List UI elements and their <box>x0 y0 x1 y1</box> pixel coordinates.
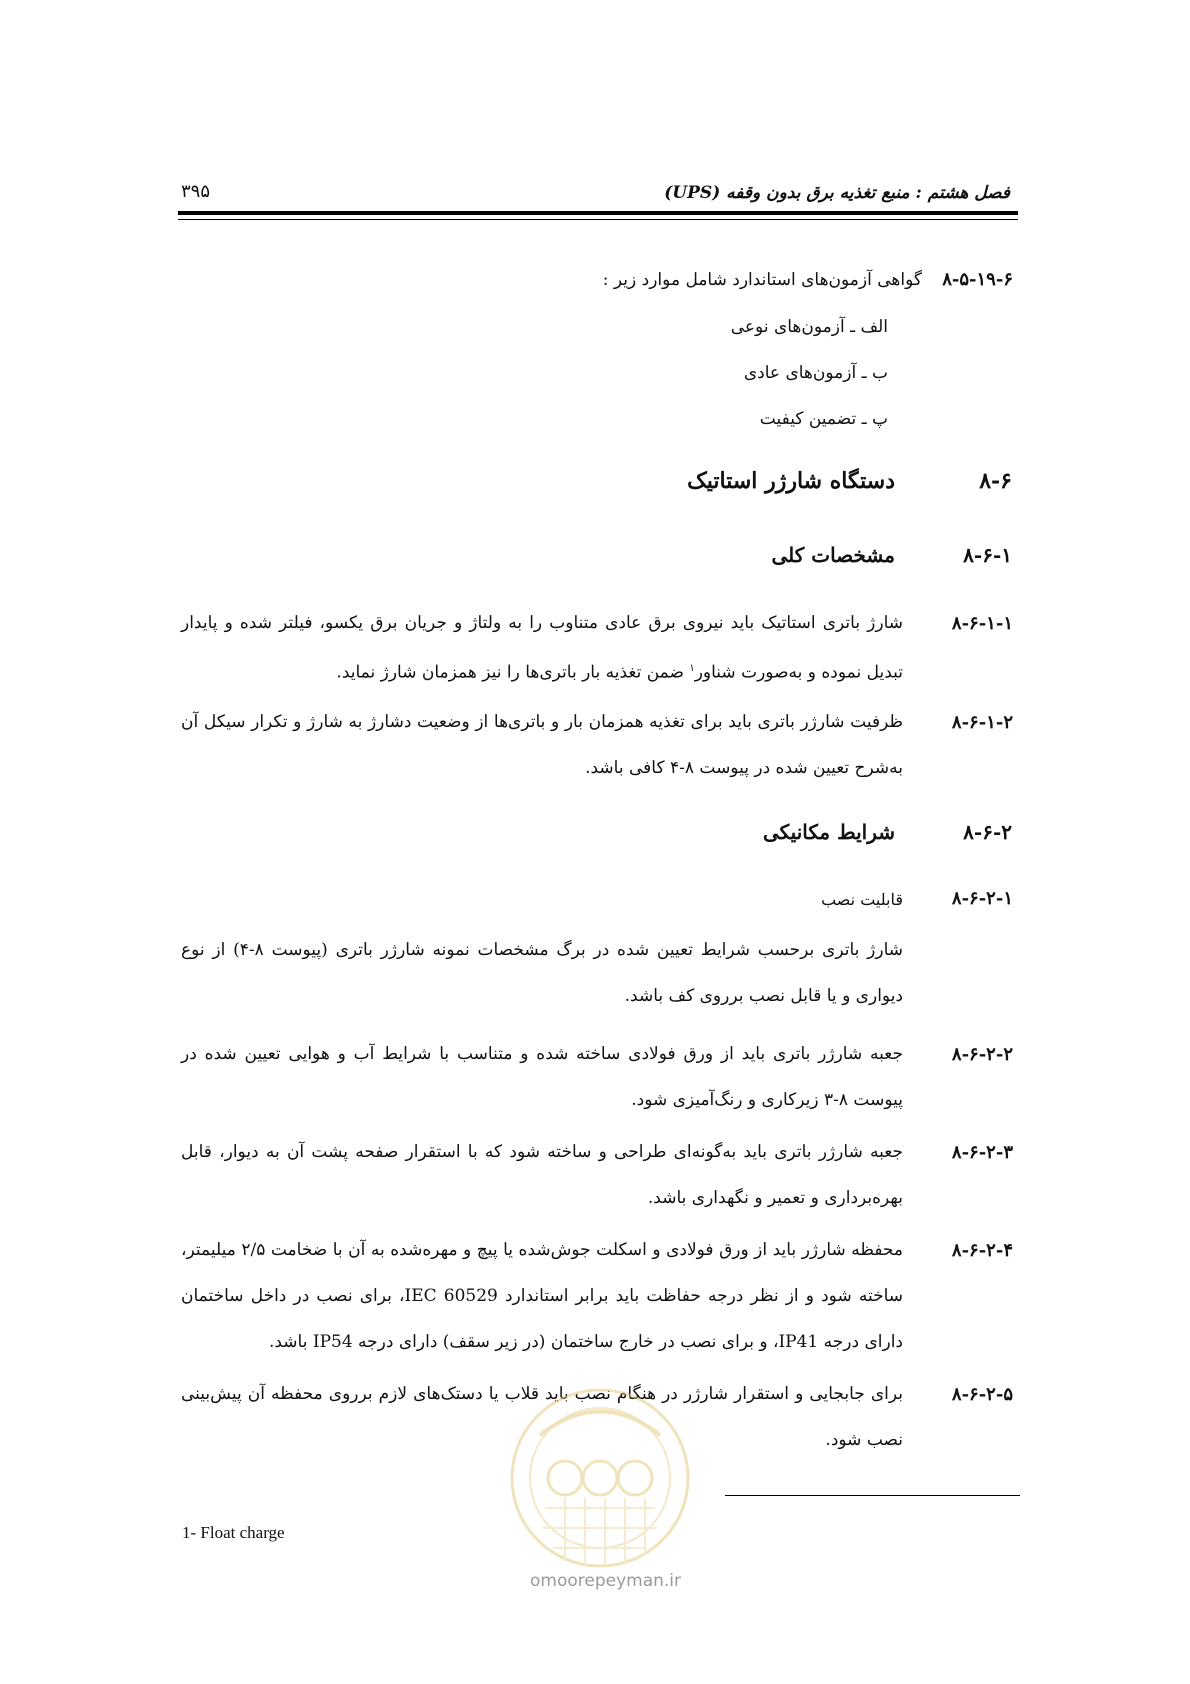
p-6-2-1-title: قابلیت نصب <box>821 890 903 909</box>
list-item-1: الف ـ آزمون‌های نوعی <box>730 317 888 337</box>
p-6-2-4-number: ۸-۶-۲-۴ <box>951 1240 1013 1261</box>
p-6-2-2-number: ۸-۶-۲-۲ <box>951 1044 1013 1065</box>
p-6-2-1-number: ۸-۶-۲-۱ <box>951 888 1013 909</box>
section-6-1-title: مشخصات کلی <box>771 543 895 567</box>
header-rule-thin <box>178 219 1018 220</box>
watermark-seal <box>485 1383 715 1583</box>
list-item-3: پ ـ تضمین کیفیت <box>759 409 888 429</box>
watermark-url: omoorepeyman.ir <box>530 1571 682 1591</box>
chapter-title: فصل هشتم : منبع تغذیه برق بدون وقفه (UPS) <box>664 183 1010 203</box>
section-6-1-number: ۸-۶-۱ <box>963 543 1012 567</box>
item-19-text: گواهی آزمون‌های استاندارد شامل موارد زیر : <box>602 270 922 290</box>
header-rule-thick <box>178 211 1018 215</box>
page-number: ۳۹۵ <box>181 181 211 202</box>
p-6-2-5-number: ۸-۶-۲-۵ <box>951 1384 1013 1405</box>
p-6-2-5-text: برای جابجایی و استقرار شارژر در هنگام نصب باید قلاب یا دستک‌های لازم برروی محفظه آن پیش‌بینی نصب شود. <box>181 1384 903 1450</box>
item-19-number: ۸-۵-۱۹-۶ <box>942 269 1013 290</box>
section-6-number: ۸-۶ <box>979 468 1012 494</box>
p-6-2-1-text: شارژ باتری برحسب شرایط تعیین شده در برگ مشخصات نمونه شارژر باتری (پیوست ۸-۴) از نوع دیواری و یا قابل نصب برروی کف باشد. <box>181 940 904 1006</box>
section-6-2-number: ۸-۶-۲ <box>963 820 1012 844</box>
p-6-1-1-number: ۸-۶-۱-۱ <box>951 613 1013 634</box>
p-6-1-1-text-b: ضمن تغذیه بار باتری‌ها را نیز همزمان شارژ نماید. <box>336 662 690 683</box>
p-6-1-1-text <box>181 600 903 696</box>
p-6-2-3-number: ۸-۶-۲-۳ <box>951 1142 1013 1163</box>
list-item-2: ب ـ آزمون‌های عادی <box>743 363 888 383</box>
section-6-2-title: شرایط مکانیکی <box>762 820 895 844</box>
footnote: 1- Float charge <box>182 1523 285 1542</box>
footnote-mark: ۱ <box>689 663 695 674</box>
p-6-2-4-text: محفظه شارژر باید از ورق فولادی و اسکلت جوش‌شده یا پیچ و مهره‌شده به آن با ضخامت ۲/۵ میلیمتر، ساخته شود و از نظر درجه حفاظت باید برابر استاندارد IEC 60529، برای نصب در داخل ساختمان دارای درجه IP41، و برای نصب در خارج ساختمان (در زیر سقف) دارای درجه IP54 باشد. <box>181 1240 904 1352</box>
p-6-1-1-text-a: شارژ باتری استاتیک باید نیروی برق عادی متناوب را به ولتاژ و جریان برق یکسو، فیلتر شده و پایدار تبدیل نموده و به‌صورت شناور <box>181 613 903 683</box>
footnote-rule <box>725 1495 1020 1496</box>
p-6-2-3-text: جعبه شارژر باتری باید به‌گونه‌ای طراحی و ساخته شود که با استقرار صفحه پشت آن به دیوار، قابل بهره‌برداری و تعمیر و نگهداری باشد. <box>181 1142 903 1208</box>
p-6-2-2-text: جعبه شارژر باتری باید از ورق فولادی ساخته شده و متناسب با شرایط آب و هوایی تعیین شده در پیوست ۸-۳ زیرکاری و رنگ‌آمیزی شود. <box>181 1044 903 1110</box>
p-6-1-2-text: ظرفیت شارژر باتری باید برای تغذیه همزمان بار و باتری‌ها از وضعیت دشارژ به شارژ و تکرار سیکل آن به‌شرح تعیین شده در پیوست ۸-۴ کافی باشد. <box>181 712 903 778</box>
p-6-1-2-number: ۸-۶-۱-۲ <box>951 712 1013 733</box>
section-6-title: دستگاه شارژر استاتیک <box>687 468 895 494</box>
